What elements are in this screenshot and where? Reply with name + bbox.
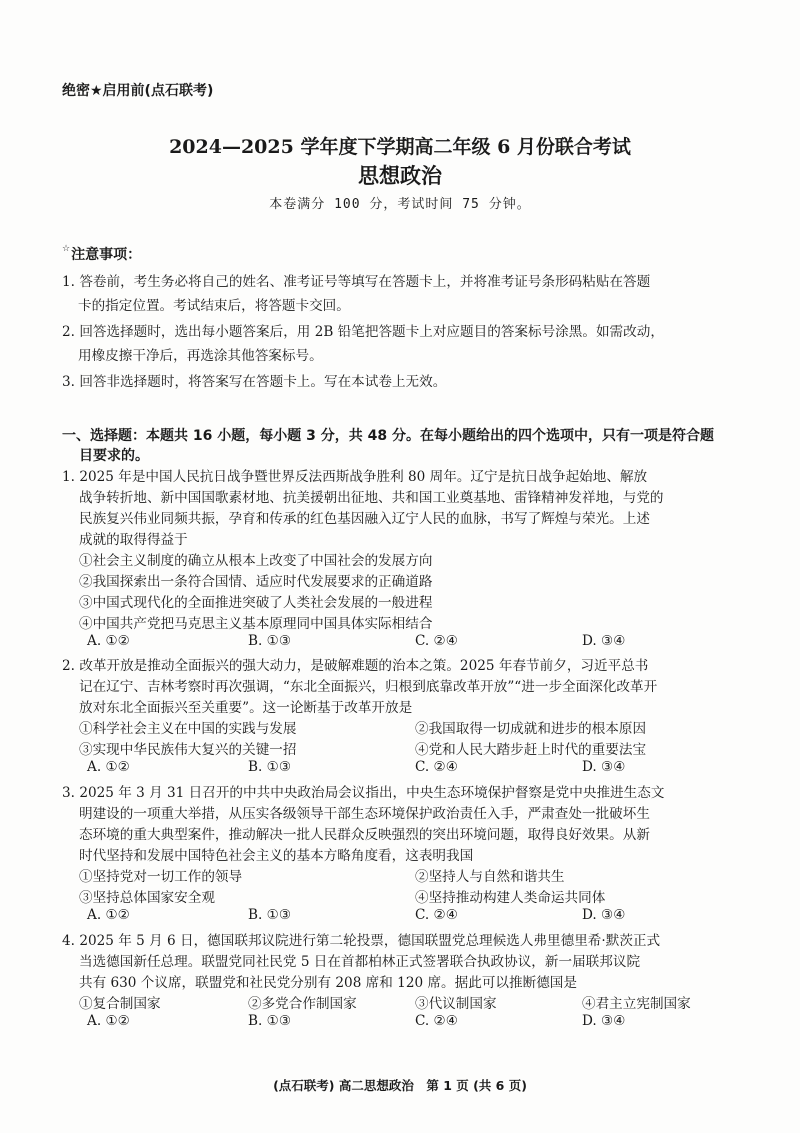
q2-option-d: D. ③④ <box>582 759 626 775</box>
q2-option-c: C. ②④ <box>415 759 458 775</box>
note-2-line-1: 2. 回答选择题时，选出每小题答案后，用 2B 铅笔把答题卡上对应题目的答案标号涂黑。如需改动， <box>62 324 664 340</box>
q1-statement-1: ①社会主义制度的确立从根本上改变了中国社会的发展方向 <box>79 553 433 569</box>
q3-option-d: D. ③④ <box>582 907 626 923</box>
q4-line-1: 4. 2025 年 5 月 6 日，德国联邦议院进行第二轮投票，德国联盟党总理候选人弗里德里希·默茨正式 <box>62 933 661 949</box>
note-1-line-1: 1. 答卷前，考生务必将自己的姓名、准考证号等填写在答题卡上，并将准考证号条形码粘贴在答题 <box>62 274 651 290</box>
q4-statement-1: ①复合制国家 <box>79 996 161 1012</box>
q4-line-3: 共有 630 个议席，联盟党和社民党分别有 208 席和 120 席。据此可以推断德国是 <box>79 975 577 991</box>
q4-statement-4: ④君主立宪制国家 <box>582 996 691 1012</box>
exam-title: 2024—2025 学年度下学期高二年级 6 月份联合考试 <box>169 136 631 158</box>
q3-option-b: B. ①③ <box>248 907 292 923</box>
q3-line-4: 时代坚持和发展中国特色社会主义的基本方略角度看，这表明我国 <box>79 848 474 864</box>
q2-statement-2: ②我国取得一切成就和进步的根本原因 <box>415 721 647 737</box>
q2-line-3: 放对东北全面振兴至关重要”。这一论断基于改革开放是 <box>79 700 413 716</box>
q4-statement-2: ②多党合作制国家 <box>248 996 357 1012</box>
page-footer: (点石联考) 高二思想政治 第 1 页 (共 6 页) <box>273 1078 527 1093</box>
section-heading-line-2: 目要求的。 <box>79 448 149 464</box>
q3-line-1: 3. 2025 年 3 月 31 日召开的中共中央政治局会议指出，中央生态环境保护督察是党中央推进生态文 <box>62 785 665 801</box>
q1-option-b: B. ①③ <box>248 633 292 649</box>
q3-line-3: 态环境的重大典型案件，推动解决一批人民群众反映强烈的突出环境问题，取得良好效果。从新 <box>79 827 650 843</box>
q4-option-d: D. ③④ <box>582 1013 626 1029</box>
q1-option-a: A. ①② <box>87 633 130 649</box>
q2-option-a: A. ①② <box>87 759 130 775</box>
q1-option-d: D. ③④ <box>582 633 626 649</box>
q3-statement-4: ④坚持推动构建人类命运共同体 <box>415 890 606 906</box>
q4-option-c: C. ②④ <box>415 1013 458 1029</box>
q3-statement-3: ③坚持总体国家安全观 <box>79 890 215 906</box>
note-1-line-2: 卡的指定位置。考试结束后，将答题卡交回。 <box>78 298 350 314</box>
secret-label: 绝密★启用前(点石联考) <box>62 83 214 99</box>
q2-line-1: 2. 改革开放是推动全面振兴的强大动力，是破解难题的治本之策。2025 年春节前夕，习近平总书 <box>62 658 649 674</box>
q4-option-a: A. ①② <box>87 1013 130 1029</box>
score-info: 本卷满分 100 分，考试时间 75 分钟。 <box>269 197 531 212</box>
q1-line-2: 战争转折地、新中国国歌素材地、抗美援朝出征地、共和国工业奠基地、雷锋精神发祥地，与党的 <box>79 490 664 506</box>
q1-line-4: 成就的取得得益于 <box>79 532 188 548</box>
notes-heading-text: 注意事项： <box>71 247 142 263</box>
q2-statement-4: ④党和人民大踏步赶上时代的重要法宝 <box>415 742 647 758</box>
q3-option-a: A. ①② <box>87 907 130 923</box>
q4-statement-3: ③代议制国家 <box>415 996 497 1012</box>
q3-option-c: C. ②④ <box>415 907 458 923</box>
q2-statement-1: ①科学社会主义在中国的实践与发展 <box>79 721 297 737</box>
note-2-line-2: 用橡皮擦干净后，再选涂其他答案标号。 <box>78 348 323 364</box>
section-heading-line-1: 一、选择题：本题共 16 小题，每小题 3 分，共 48 分。在每小题给出的四个选项中，只有一项是符合题 <box>62 428 714 444</box>
q1-line-1: 1. 2025 年是中国人民抗日战争暨世界反法西斯战争胜利 80 周年。辽宁是抗日战争起始地、解放 <box>62 469 648 485</box>
q2-statement-3: ③实现中华民族伟大复兴的关键一招 <box>79 742 297 758</box>
q1-statement-4: ④中国共产党把马克思主义基本原理同中国具体实际相结合 <box>79 616 433 632</box>
q4-line-2: 当选德国新任总理。联盟党同社民党 5 日在首都柏林正式签署联合执政协议，新一届联邦议院 <box>79 954 641 970</box>
q4-option-b: B. ①③ <box>248 1013 292 1029</box>
q3-line-2: 明建设的一项重大举措，从压实各级领导干部生态环境保护政治责任入手，严肃查处一批破坏生 <box>79 806 650 822</box>
star-icon: ☆ <box>62 244 71 254</box>
subject-title: 思想政治 <box>358 164 442 188</box>
q1-option-c: C. ②④ <box>415 633 458 649</box>
q3-statement-2: ②坚持人与自然和谐共生 <box>415 869 565 885</box>
notes-heading <box>62 244 141 264</box>
q1-statement-2: ②我国探索出一条符合国情、适应时代发展要求的正确道路 <box>79 574 433 590</box>
q2-option-b: B. ①③ <box>248 759 292 775</box>
q2-line-2: 记在辽宁、吉林考察时再次强调，“东北全面振兴，归根到底靠改革开放”“进一步全面深化改革开 <box>79 679 658 695</box>
q3-statement-1: ①坚持党对一切工作的领导 <box>79 869 243 885</box>
note-3-line-1: 3. 回答非选择题时，将答案写在答题卡上。写在本试卷上无效。 <box>62 374 447 390</box>
q1-line-3: 民族复兴伟业同频共振，孕育和传承的红色基因融入辽宁人民的血脉，书写了辉煌与荣光。上述 <box>79 511 650 527</box>
q1-statement-3: ③中国式现代化的全面推进突破了人类社会发展的一般进程 <box>79 595 433 611</box>
